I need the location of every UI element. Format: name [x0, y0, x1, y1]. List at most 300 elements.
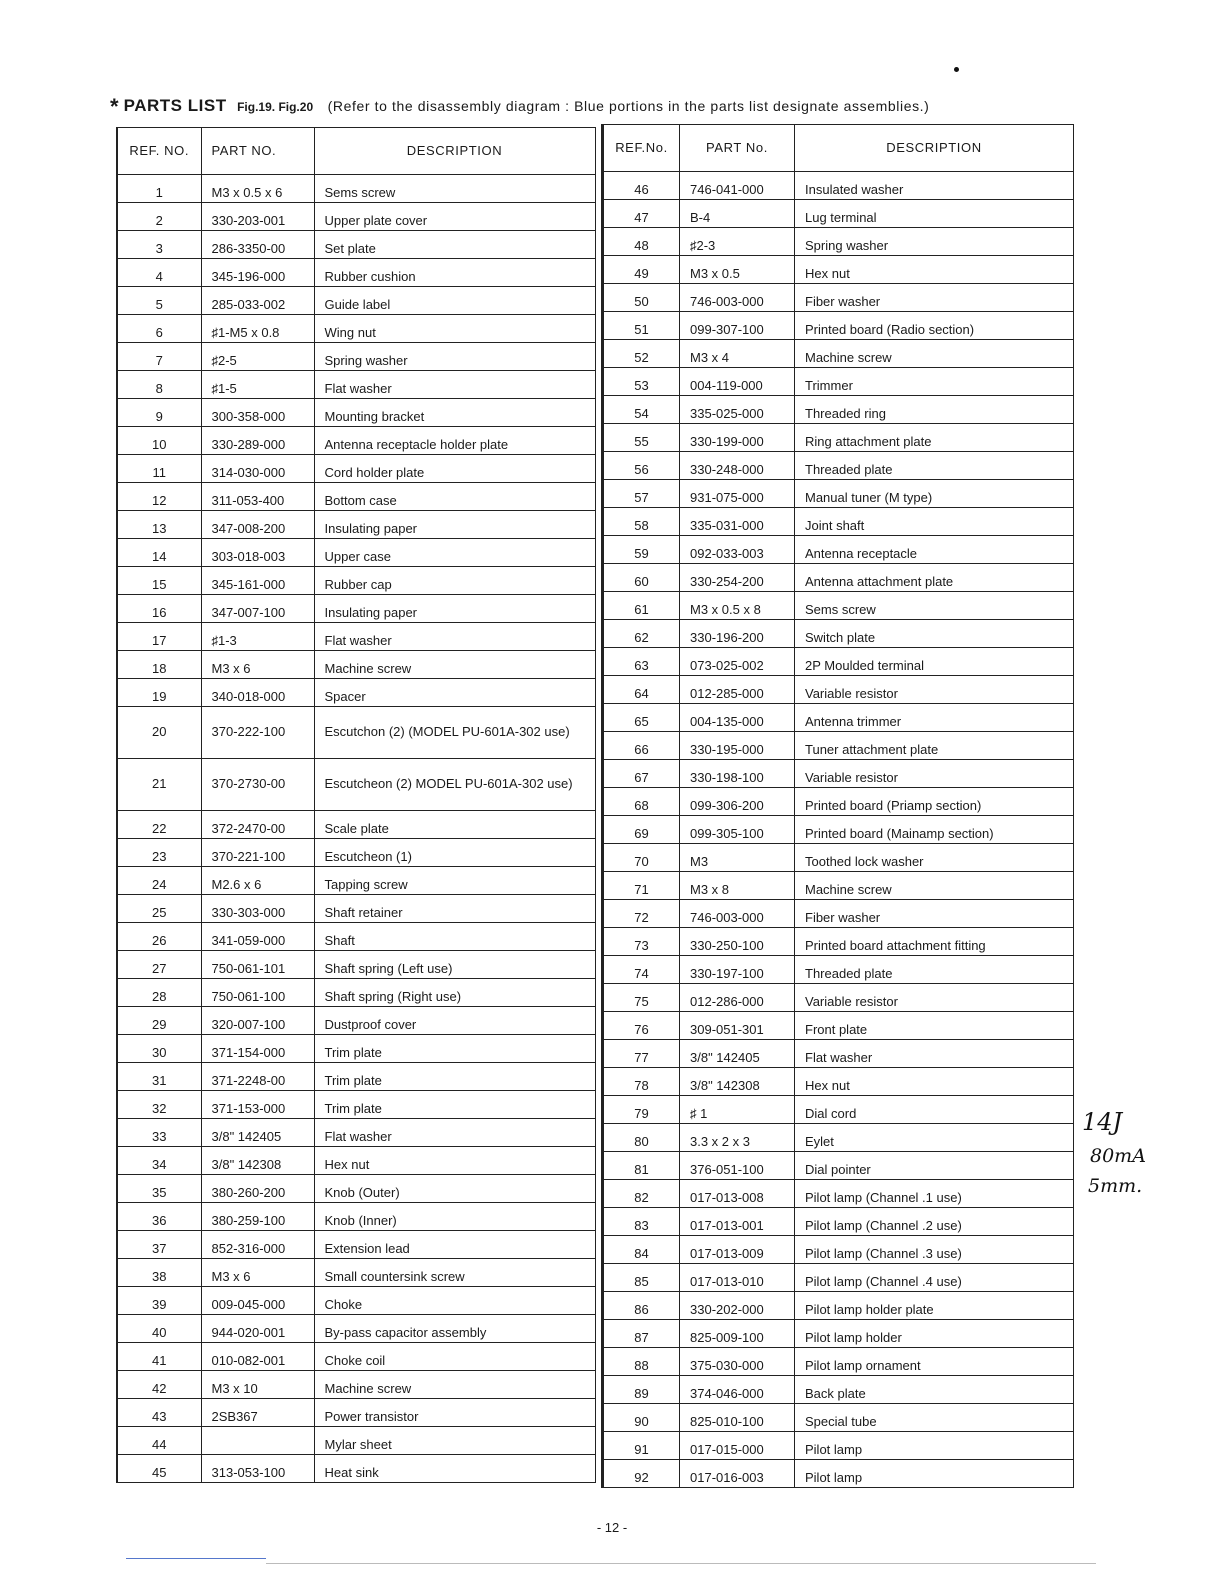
- part-no-cell: 313-053-100: [201, 1455, 314, 1483]
- description-cell: Mylar sheet: [314, 1427, 595, 1455]
- table-row: [603, 844, 1074, 872]
- table-row: [603, 368, 1074, 396]
- table-row: [117, 1147, 595, 1175]
- description-cell: Toothed lock washer: [795, 844, 1074, 872]
- ref-no-cell: 45: [117, 1455, 201, 1483]
- table-row: [603, 396, 1074, 424]
- table-row: [603, 340, 1074, 368]
- part-no-cell: 330-198-100: [680, 760, 795, 788]
- description-cell: Hex nut: [795, 256, 1074, 284]
- table-row: [603, 1460, 1074, 1488]
- description-cell: Pilot lamp (Channel .4 use): [795, 1264, 1074, 1292]
- handwritten-note: 80mA: [1090, 1145, 1146, 1167]
- ref-no-cell: 48: [603, 228, 680, 256]
- part-no-cell: 009-045-000: [201, 1287, 314, 1315]
- part-no-cell: 330-199-000: [680, 424, 795, 452]
- table-row: [117, 511, 595, 539]
- description-cell: Pilot lamp: [795, 1460, 1074, 1488]
- ref-no-cell: 64: [603, 676, 680, 704]
- ref-no-cell: 67: [603, 760, 680, 788]
- part-no-cell: 320-007-100: [201, 1007, 314, 1035]
- table-row: [603, 1320, 1074, 1348]
- description-cell: Hex nut: [795, 1068, 1074, 1096]
- ref-no-cell: 19: [117, 679, 201, 707]
- table-row: [603, 928, 1074, 956]
- table-row: [117, 567, 595, 595]
- page-title: PARTS LIST: [123, 96, 227, 115]
- part-no-cell: 931-075-000: [680, 480, 795, 508]
- table-row: [117, 1455, 595, 1483]
- part-no-cell: 004-135-000: [680, 704, 795, 732]
- ref-no-cell: 35: [117, 1175, 201, 1203]
- ref-no-cell: 70: [603, 844, 680, 872]
- parts-table-right: [601, 124, 1074, 1488]
- table-header-row: [603, 125, 1074, 172]
- ref-no-cell: 74: [603, 956, 680, 984]
- description-cell: Shaft spring (Right use): [314, 979, 595, 1007]
- part-no-cell: 330-197-100: [680, 956, 795, 984]
- part-no-cell: ♯ 1: [680, 1096, 795, 1124]
- ref-no-cell: 13: [117, 511, 201, 539]
- table-row: [603, 200, 1074, 228]
- table-row: [603, 592, 1074, 620]
- ref-no-cell: 52: [603, 340, 680, 368]
- description-cell: Trim plate: [314, 1063, 595, 1091]
- part-no-cell: 750-061-100: [201, 979, 314, 1007]
- part-no-cell: 099-307-100: [680, 312, 795, 340]
- ref-no-cell: 37: [117, 1231, 201, 1259]
- part-no-cell: 380-259-100: [201, 1203, 314, 1231]
- description-cell: Escutchon (2) (MODEL PU-601A-302 use): [314, 707, 595, 759]
- ref-no-cell: 75: [603, 984, 680, 1012]
- column-header-part-no: PART NO.: [201, 128, 314, 175]
- part-no-cell: M3 x 0.5 x 6: [201, 175, 314, 203]
- description-cell: Pilot lamp (Channel .2 use): [795, 1208, 1074, 1236]
- table-row: [603, 1376, 1074, 1404]
- description-cell: Small countersink screw: [314, 1259, 595, 1287]
- part-no-cell: 017-013-009: [680, 1236, 795, 1264]
- part-no-cell: ♯1-M5 x 0.8: [201, 315, 314, 343]
- part-no-cell: 750-061-101: [201, 951, 314, 979]
- description-cell: Knob (Inner): [314, 1203, 595, 1231]
- ref-no-cell: 69: [603, 816, 680, 844]
- description-cell: Machine screw: [795, 340, 1074, 368]
- part-no-cell: 374-046-000: [680, 1376, 795, 1404]
- part-no-cell: 330-203-001: [201, 203, 314, 231]
- ref-no-cell: 89: [603, 1376, 680, 1404]
- part-no-cell: 2SB367: [201, 1399, 314, 1427]
- description-cell: Upper plate cover: [314, 203, 595, 231]
- table-row: [603, 284, 1074, 312]
- ref-no-cell: 55: [603, 424, 680, 452]
- footer-rule: [266, 1563, 1096, 1564]
- part-no-cell: ♯1-5: [201, 371, 314, 399]
- part-no-cell: 3.3 x 2 x 3: [680, 1124, 795, 1152]
- description-cell: Shaft: [314, 923, 595, 951]
- table-row: [603, 704, 1074, 732]
- description-cell: Threaded plate: [795, 452, 1074, 480]
- part-no-cell: 335-031-000: [680, 508, 795, 536]
- table-row: [603, 1068, 1074, 1096]
- ref-no-cell: 10: [117, 427, 201, 455]
- description-cell: Antenna receptacle: [795, 536, 1074, 564]
- part-no-cell: 017-013-008: [680, 1180, 795, 1208]
- table-header-row: [117, 128, 595, 175]
- part-no-cell: 286-3350-00: [201, 231, 314, 259]
- table-row: [117, 759, 595, 811]
- part-no-cell: 852-316-000: [201, 1231, 314, 1259]
- ref-no-cell: 1: [117, 175, 201, 203]
- description-cell: Set plate: [314, 231, 595, 259]
- part-no-cell: 371-2248-00: [201, 1063, 314, 1091]
- table-row: [603, 1292, 1074, 1320]
- ref-no-cell: 81: [603, 1152, 680, 1180]
- table-row: [603, 760, 1074, 788]
- ref-no-cell: 32: [117, 1091, 201, 1119]
- table-row: [117, 839, 595, 867]
- table-row: [117, 1119, 595, 1147]
- part-no-cell: 370-221-100: [201, 839, 314, 867]
- part-no-cell: 340-018-000: [201, 679, 314, 707]
- description-cell: Sems screw: [314, 175, 595, 203]
- table-row: [117, 623, 595, 651]
- ref-no-cell: 27: [117, 951, 201, 979]
- table-row: [603, 676, 1074, 704]
- description-cell: Choke coil: [314, 1343, 595, 1371]
- ref-no-cell: 39: [117, 1287, 201, 1315]
- description-cell: Escutcheon (1): [314, 839, 595, 867]
- table-row: [117, 1287, 595, 1315]
- ref-no-cell: 73: [603, 928, 680, 956]
- table-row: [117, 595, 595, 623]
- ref-no-cell: 62: [603, 620, 680, 648]
- part-no-cell: M3 x 0.5: [680, 256, 795, 284]
- description-cell: Insulating paper: [314, 511, 595, 539]
- part-no-cell: 330-250-100: [680, 928, 795, 956]
- part-no-cell: 099-305-100: [680, 816, 795, 844]
- column-header-description: DESCRIPTION: [795, 125, 1074, 172]
- table-row: [117, 1035, 595, 1063]
- description-cell: Machine screw: [314, 651, 595, 679]
- part-no-cell: 3/8" 142405: [201, 1119, 314, 1147]
- description-cell: Switch plate: [795, 620, 1074, 648]
- table-row: [117, 1231, 595, 1259]
- table-row: [117, 867, 595, 895]
- handwritten-note: 14J: [1082, 1108, 1123, 1136]
- ref-no-cell: 57: [603, 480, 680, 508]
- description-cell: Scale plate: [314, 811, 595, 839]
- table-row: [603, 1012, 1074, 1040]
- ref-no-cell: 88: [603, 1348, 680, 1376]
- ref-no-cell: 2: [117, 203, 201, 231]
- table-row: [117, 811, 595, 839]
- part-no-cell: ♯2-5: [201, 343, 314, 371]
- part-no-cell: ♯2-3: [680, 228, 795, 256]
- table-row: [603, 564, 1074, 592]
- ref-no-cell: 31: [117, 1063, 201, 1091]
- part-no-cell: 017-013-001: [680, 1208, 795, 1236]
- part-no-cell: 3/8" 142308: [201, 1147, 314, 1175]
- table-row: [117, 1399, 595, 1427]
- ref-no-cell: 3: [117, 231, 201, 259]
- ref-no-cell: 83: [603, 1208, 680, 1236]
- ref-no-cell: 33: [117, 1119, 201, 1147]
- part-no-cell: 380-260-200: [201, 1175, 314, 1203]
- description-cell: Dial cord: [795, 1096, 1074, 1124]
- ref-no-cell: 82: [603, 1180, 680, 1208]
- ref-no-cell: 21: [117, 759, 201, 811]
- ref-no-cell: 40: [117, 1315, 201, 1343]
- table-row: [603, 1264, 1074, 1292]
- description-cell: Pilot lamp (Channel .3 use): [795, 1236, 1074, 1264]
- ref-no-cell: 28: [117, 979, 201, 1007]
- part-no-cell: M3 x 0.5 x 8: [680, 592, 795, 620]
- table-row: [117, 539, 595, 567]
- description-cell: Printed board (Radio section): [795, 312, 1074, 340]
- description-cell: Flat washer: [314, 623, 595, 651]
- ref-no-cell: 91: [603, 1432, 680, 1460]
- footer-rule: [126, 1558, 266, 1559]
- description-cell: Fiber washer: [795, 284, 1074, 312]
- ref-no-cell: 41: [117, 1343, 201, 1371]
- ref-no-cell: 4: [117, 259, 201, 287]
- table-row: [603, 620, 1074, 648]
- table-row: [603, 732, 1074, 760]
- ref-no-cell: 63: [603, 648, 680, 676]
- table-row: [603, 648, 1074, 676]
- table-row: [603, 1180, 1074, 1208]
- table-row: [117, 203, 595, 231]
- description-cell: Extension lead: [314, 1231, 595, 1259]
- ref-no-cell: 8: [117, 371, 201, 399]
- table-row: [117, 951, 595, 979]
- description-cell: Pilot lamp (Channel .1 use): [795, 1180, 1074, 1208]
- table-row: [117, 679, 595, 707]
- ref-no-cell: 46: [603, 172, 680, 200]
- ref-no-cell: 92: [603, 1460, 680, 1488]
- ref-no-cell: 49: [603, 256, 680, 284]
- description-cell: By-pass capacitor assembly: [314, 1315, 595, 1343]
- description-cell: Antenna attachment plate: [795, 564, 1074, 592]
- part-no-cell: 300-358-000: [201, 399, 314, 427]
- figure-reference: Fig.19. Fig.20: [237, 100, 314, 114]
- ref-no-cell: 43: [117, 1399, 201, 1427]
- ref-no-cell: 5: [117, 287, 201, 315]
- description-cell: Manual tuner (M type): [795, 480, 1074, 508]
- table-row: [117, 1371, 595, 1399]
- table-row: [603, 1236, 1074, 1264]
- description-cell: Machine screw: [795, 872, 1074, 900]
- ref-no-cell: 34: [117, 1147, 201, 1175]
- ref-no-cell: 68: [603, 788, 680, 816]
- ref-no-cell: 36: [117, 1203, 201, 1231]
- ref-no-cell: 17: [117, 623, 201, 651]
- description-cell: Trimmer: [795, 368, 1074, 396]
- description-cell: Ring attachment plate: [795, 424, 1074, 452]
- description-cell: Rubber cushion: [314, 259, 595, 287]
- table-row: [603, 1404, 1074, 1432]
- description-cell: Threaded plate: [795, 956, 1074, 984]
- table-row: [117, 1315, 595, 1343]
- ref-no-cell: 30: [117, 1035, 201, 1063]
- ref-no-cell: 86: [603, 1292, 680, 1320]
- ref-no-cell: 60: [603, 564, 680, 592]
- part-no-cell: 303-018-003: [201, 539, 314, 567]
- part-no-cell: 825-010-100: [680, 1404, 795, 1432]
- ref-no-cell: 87: [603, 1320, 680, 1348]
- description-cell: Heat sink: [314, 1455, 595, 1483]
- part-no-cell: M2.6 x 6: [201, 867, 314, 895]
- ref-no-cell: 80: [603, 1124, 680, 1152]
- part-no-cell: 825-009-100: [680, 1320, 795, 1348]
- description-cell: Back plate: [795, 1376, 1074, 1404]
- ref-no-cell: 79: [603, 1096, 680, 1124]
- ref-no-cell: 71: [603, 872, 680, 900]
- part-no-cell: 330-254-200: [680, 564, 795, 592]
- part-no-cell: 746-003-000: [680, 900, 795, 928]
- part-no-cell: 330-195-000: [680, 732, 795, 760]
- part-no-cell: 311-053-400: [201, 483, 314, 511]
- ref-no-cell: 56: [603, 452, 680, 480]
- description-cell: Knob (Outer): [314, 1175, 595, 1203]
- ref-no-cell: 85: [603, 1264, 680, 1292]
- description-cell: Spring washer: [795, 228, 1074, 256]
- table-row: [603, 788, 1074, 816]
- ref-no-cell: 24: [117, 867, 201, 895]
- part-no-cell: 376-051-100: [680, 1152, 795, 1180]
- ref-no-cell: 20: [117, 707, 201, 759]
- ref-no-cell: 29: [117, 1007, 201, 1035]
- part-no-cell: 370-222-100: [201, 707, 314, 759]
- column-header-ref-no: REF.No.: [603, 125, 680, 172]
- ref-no-cell: 23: [117, 839, 201, 867]
- table-row: [603, 424, 1074, 452]
- part-no-cell: 345-161-000: [201, 567, 314, 595]
- description-cell: Mounting bracket: [314, 399, 595, 427]
- description-cell: Dustproof cover: [314, 1007, 595, 1035]
- part-no-cell: 347-007-100: [201, 595, 314, 623]
- part-no-cell: ♯1-3: [201, 623, 314, 651]
- part-no-cell: M3 x 8: [680, 872, 795, 900]
- ref-no-cell: 50: [603, 284, 680, 312]
- table-row: [603, 1040, 1074, 1068]
- table-row: [603, 172, 1074, 200]
- description-cell: Wing nut: [314, 315, 595, 343]
- ref-no-cell: 90: [603, 1404, 680, 1432]
- description-cell: Trim plate: [314, 1035, 595, 1063]
- column-header-ref-no: REF. NO.: [117, 128, 201, 175]
- description-cell: Guide label: [314, 287, 595, 315]
- description-cell: Threaded ring: [795, 396, 1074, 424]
- table-row: [603, 872, 1074, 900]
- ref-no-cell: 61: [603, 592, 680, 620]
- table-row: [117, 483, 595, 511]
- part-no-cell: 073-025-002: [680, 648, 795, 676]
- description-cell: Lug terminal: [795, 200, 1074, 228]
- ref-no-cell: 54: [603, 396, 680, 424]
- description-cell: Hex nut: [314, 1147, 595, 1175]
- ref-no-cell: 47: [603, 200, 680, 228]
- part-no-cell: 371-153-000: [201, 1091, 314, 1119]
- table-row: [117, 1343, 595, 1371]
- ref-no-cell: 53: [603, 368, 680, 396]
- decorative-dot: [954, 67, 959, 72]
- description-cell: Escutcheon (2) MODEL PU-601A-302 use): [314, 759, 595, 811]
- handwritten-note: 5mm.: [1088, 1175, 1143, 1197]
- table-row: [117, 1203, 595, 1231]
- ref-no-cell: 9: [117, 399, 201, 427]
- ref-no-cell: 11: [117, 455, 201, 483]
- part-no-cell: 330-248-000: [680, 452, 795, 480]
- description-cell: Printed board (Mainamp section): [795, 816, 1074, 844]
- part-no-cell: 345-196-000: [201, 259, 314, 287]
- part-no-cell: 309-051-301: [680, 1012, 795, 1040]
- part-no-cell: B-4: [680, 200, 795, 228]
- description-cell: Eylet: [795, 1124, 1074, 1152]
- description-cell: Flat washer: [795, 1040, 1074, 1068]
- ref-no-cell: 15: [117, 567, 201, 595]
- ref-no-cell: 58: [603, 508, 680, 536]
- ref-no-cell: 76: [603, 1012, 680, 1040]
- part-no-cell: M3 x 6: [201, 651, 314, 679]
- ref-no-cell: 12: [117, 483, 201, 511]
- ref-no-cell: 6: [117, 315, 201, 343]
- table-row: [117, 315, 595, 343]
- table-row: [117, 651, 595, 679]
- description-cell: Pilot lamp ornament: [795, 1348, 1074, 1376]
- part-no-cell: 012-285-000: [680, 676, 795, 704]
- part-no-cell: 3/8" 142308: [680, 1068, 795, 1096]
- table-row: [117, 231, 595, 259]
- description-cell: Machine screw: [314, 1371, 595, 1399]
- part-no-cell: M3 x 4: [680, 340, 795, 368]
- part-no-cell: 347-008-200: [201, 511, 314, 539]
- table-row: [117, 399, 595, 427]
- ref-no-cell: 66: [603, 732, 680, 760]
- description-cell: Rubber cap: [314, 567, 595, 595]
- description-cell: Shaft retainer: [314, 895, 595, 923]
- description-cell: Choke: [314, 1287, 595, 1315]
- page-header: [110, 94, 1110, 120]
- table-row: [603, 816, 1074, 844]
- table-row: [117, 455, 595, 483]
- part-no-cell: 372-2470-00: [201, 811, 314, 839]
- table-row: [117, 371, 595, 399]
- table-row: [603, 312, 1074, 340]
- table-row: [603, 1432, 1074, 1460]
- description-cell: Flat washer: [314, 1119, 595, 1147]
- description-cell: Spacer: [314, 679, 595, 707]
- description-cell: Variable resistor: [795, 984, 1074, 1012]
- part-no-cell: 335-025-000: [680, 396, 795, 424]
- description-cell: Sems screw: [795, 592, 1074, 620]
- part-no-cell: 375-030-000: [680, 1348, 795, 1376]
- description-cell: Joint shaft: [795, 508, 1074, 536]
- description-cell: Spring washer: [314, 343, 595, 371]
- table-row: [603, 256, 1074, 284]
- column-header-part-no: PART No.: [680, 125, 795, 172]
- ref-no-cell: 26: [117, 923, 201, 951]
- description-cell: Printed board (Priamp section): [795, 788, 1074, 816]
- ref-no-cell: 44: [117, 1427, 201, 1455]
- ref-no-cell: 22: [117, 811, 201, 839]
- ref-no-cell: 72: [603, 900, 680, 928]
- table-row: [603, 452, 1074, 480]
- description-cell: Antenna trimmer: [795, 704, 1074, 732]
- description-cell: Cord holder plate: [314, 455, 595, 483]
- table-row: [603, 536, 1074, 564]
- ref-no-cell: 16: [117, 595, 201, 623]
